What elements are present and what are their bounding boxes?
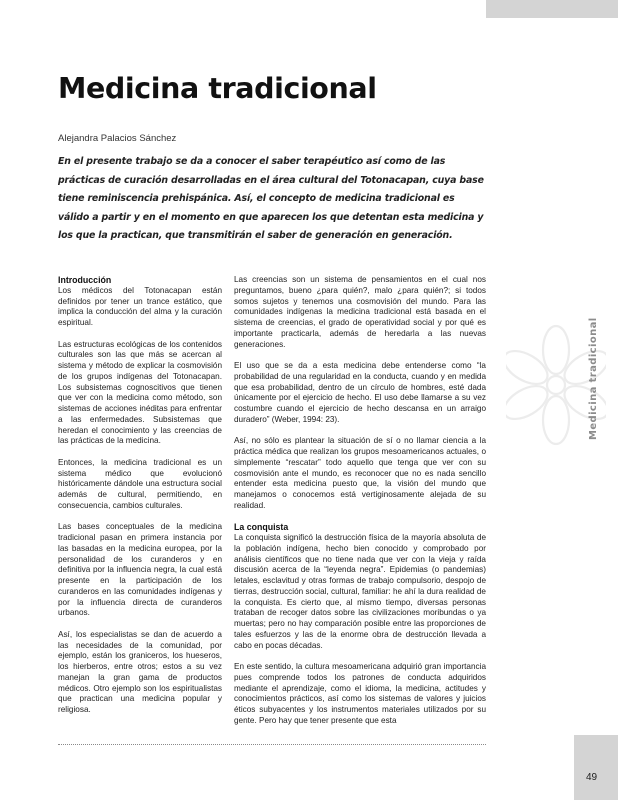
author-name: Alejandra Palacios Sánchez — [58, 133, 177, 144]
running-section-label: Medicina tradicional — [588, 317, 599, 440]
paragraph: Los médicos del Totonacapan están definidos por tener un trance estático, que implica la conducción del alma y la curación espiritual. — [58, 285, 222, 327]
paragraph: La conquista significó la destrucción física de la mayoría absoluta de la población indígena, hecho bien conocido y comprobado por análisis científicos que no tiene nada que ver con la vieja y raída discusión acerca de la “leyenda negra”. Epidemias (o pandemias) letales, esclavitud y otras formas de trabajo compulsorio, despojo de tierras, destrucción social, cultural, familiar: he ahí la dura realidad de la conquista. Es cierto que, al mismo tiempo, diversas personas trataban de recoger datos sobre las civilizaciones moribundas o ya muertas; pero no hay comparación posible entre las proporciones de tales esfuerzos y las de la enorme obra de destrucción llevada a cabo en pocas décadas. — [234, 533, 486, 650]
left-column — [58, 275, 222, 727]
abstract-text: En el presente trabajo se da a conocer el saber terapéutico así como de las prácticas de curación desarrolladas en el área cultural del Totonacapan, cuya base tiene reminiscencia prehispánica. Así, el concepto de medicina tradicional es válido a partir y en el momento en que aparecen los que detentan esta medicina y los que la practican, que transmitirán el saber de generación en generación. — [58, 156, 484, 242]
page-number: 49 — [586, 772, 598, 783]
paragraph: Las bases conceptuales de la medicina tradicional pasan en primera instancia por las basadas en la medicina europea, por la personalidad de los curanderos y en definitiva por la influencia negra, la cual está presente en la participación de los curanderos en las comunidades indígenas y por la influencia directa de curanderos urbanos. — [58, 522, 222, 618]
paragraph: Las estructuras ecológicas de los contenidos culturales son las que más se acercan al sistema y método de explicar la cosmovisión de los grupos indígenas del Totonacapan. Los subsistemas cognoscitivos que tienen que ver con la medicina como método, son sistemas de acciones inéditas para enfrentar a las enfermedades. Subsistemas que heredan el conocimiento y las creencias de las prácticas de la medicina. — [58, 339, 222, 446]
paragraph: Las creencias son un sistema de pensamientos en el cual nos preguntamos, bueno ¿para quién?, malo ¿para quién?; si todos somos sujetos y tenemos una cosmovisión del mundo. Para las comunidades indígenas la medicina tradicional está basada en el sistema de creencias, el grado de operatividad social y por qué es importante practicarla, además de heredarla a las nuevas generaciones. — [234, 275, 486, 349]
paragraph: Entonces, la medicina tradicional es un sistema médico que evolucionó históricamente dándole una estructura social además de cultural, permitiendo, en consecuencia, cambios culturales. — [58, 457, 222, 510]
section-heading-la-conquista: La conquista — [234, 522, 289, 533]
page-number-tab — [574, 735, 618, 800]
section-heading-introduccion: Introducción — [58, 275, 112, 285]
article-title: Medicina tradicional — [58, 72, 377, 105]
right-column — [234, 275, 486, 737]
paragraph: Así, no sólo es plantear la situación de sí o no llamar ciencia a la práctica médica que realizan los grupos mesoamericanos actuales, o simplemente “rescatar” todo aquello que tenga que ver con su cosmovisión ante el mundo, es reconocer que no es nada sencillo entender esta medicina puesto que, la visión del mundo que manejamos o conocemos está vertiginosamente alejada de su realidad. — [234, 436, 486, 510]
paragraph: El uso que se da a esta medicina debe entenderse como “la probabilidad de una regularidad en la conducta, cuando y en medida que esa probabilidad, dentro de un círculo de hombres, esté dada únicamente por el ejercicio de hecho. El uso debe llamarse a su vez costumbre cuando el ejercicio de hecho descansa en un arraigo duradero” (Weber, 1994: 23). — [234, 361, 486, 424]
paragraph: En este sentido, la cultura mesoamericana adquirió gran importancia pues comprende todos los patrones de conducta adquiridos mediante el aprendizaje, como el idioma, la medicina, actitudes y conocimientos prácticos, así como los sistemas de valores y juicios éticos subyacentes y los instrumentos materiales utilizados por su gente. Pero hay que tener presente que esta — [234, 662, 486, 725]
footer-divider — [58, 744, 486, 745]
header-tab — [486, 0, 618, 18]
paragraph: Así, los especialistas se dan de acuerdo a las necesidades de la comunidad, por ejemplo, están los graniceros, los hueseros, los hierberos, entre otros; estos a su vez manejan la gran gama de productos médicos. Otro ejemplo son los espiritualistas que practican una medicina popular y religiosa. — [58, 629, 222, 714]
